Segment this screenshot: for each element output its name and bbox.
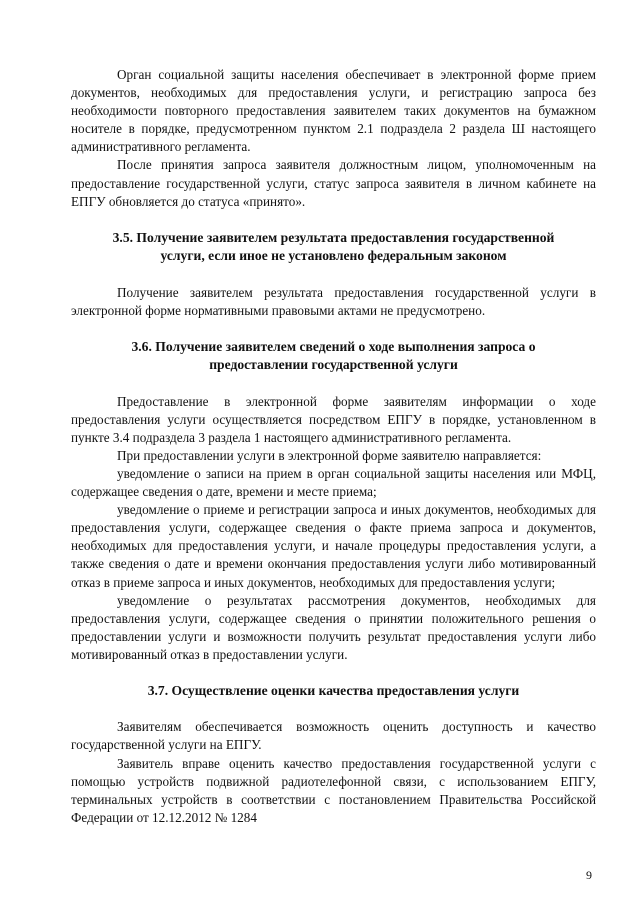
section-3-6-paragraph-2: При предоставлении услуги в электронной форме заявителю направляется: xyxy=(117,447,542,463)
section-3-5-paragraph-1: Получение заявителем результата предоставления государственной услуги в электронной форме нормативными правовыми актами не предусмотрено. xyxy=(71,284,596,318)
section-3-7-paragraph-2: Заявитель вправе оценить качество предоставления государственной услуги с помощью устройств подвижной радиотелефонной связи, с использованием ЕПГУ, терминальных устройств в соответствии с постановлением Правительства Российской Федерации от 12.12.2012 № 1284 xyxy=(71,755,596,825)
section-3-7-heading: 3.7. Осуществление оценки качества предоставления услуги xyxy=(147,682,520,698)
section-3-5-heading: 3.5. Получение заявителем результата предоставления государственной услуги, если иное не установлено федеральным законом xyxy=(112,229,555,264)
intro-paragraph-2: После принятия запроса заявителя должностным лицом, уполномоченным на предоставление государственной услуги, статус запроса заявителя в личном кабинете на ЕПГУ обновляется до статуса «принято». xyxy=(71,157,596,209)
section-3-6-paragraph-5: уведомление о результатах рассмотрения документов, необходимых для предоставления услуги, содержащее сведения о принятии положительного решения о предоставлении услуги и возможности получить результат предоставления услуги либо мотивированный отказ в предоставлении услуги. xyxy=(71,592,596,662)
section-3-6-paragraph-4: уведомление о приеме и регистрации запроса и иных документов, необходимых для предоставления услуги, содержащее сведения о факте приема запроса и документов, необходимых для предоставления услуги, и начале процедуры предоставления услуги, а также сведения о дате и времени окончания предоставления услуги либо мотивированный отказ в приеме запроса и иных документов, необходимых для предоставления услуги; xyxy=(71,502,596,590)
section-3-7-paragraph-1: Заявителям обеспечивается возможность оценить доступность и качество государственной услуги на ЕПГУ. xyxy=(71,719,596,753)
intro-paragraph-1: Орган социальной защиты населения обеспечивает в электронной форме прием документов, необходимых для предоставления услуги, и регистрацию запроса без необходимости повторного предоставления заявителем таких документов на бумажном носителе в порядке, предусмотренном пунктом 2.1 подраздела 2 раздела Ш настоящего административного регламента. xyxy=(71,67,596,155)
section-3-6-paragraph-3: уведомление о записи на прием в орган социальной защиты населения или МФЦ, содержащее сведения о дате, времени и месте приема; xyxy=(71,465,596,500)
page-number: 9 xyxy=(586,868,592,882)
section-3-6-paragraph-1: Предоставление в электронной форме заявителям информации о ходе предоставления услуги осуществляется посредством ЕПГУ в порядке, установленном в пункте 3.4 подраздела 3 раздела 1 настоящего административного регламента. xyxy=(71,393,596,445)
page-content xyxy=(71,66,596,827)
section-3-6-heading: 3.6. Получение заявителем сведений о ходе выполнения запроса о предоставлении государственной услуги xyxy=(131,338,536,373)
